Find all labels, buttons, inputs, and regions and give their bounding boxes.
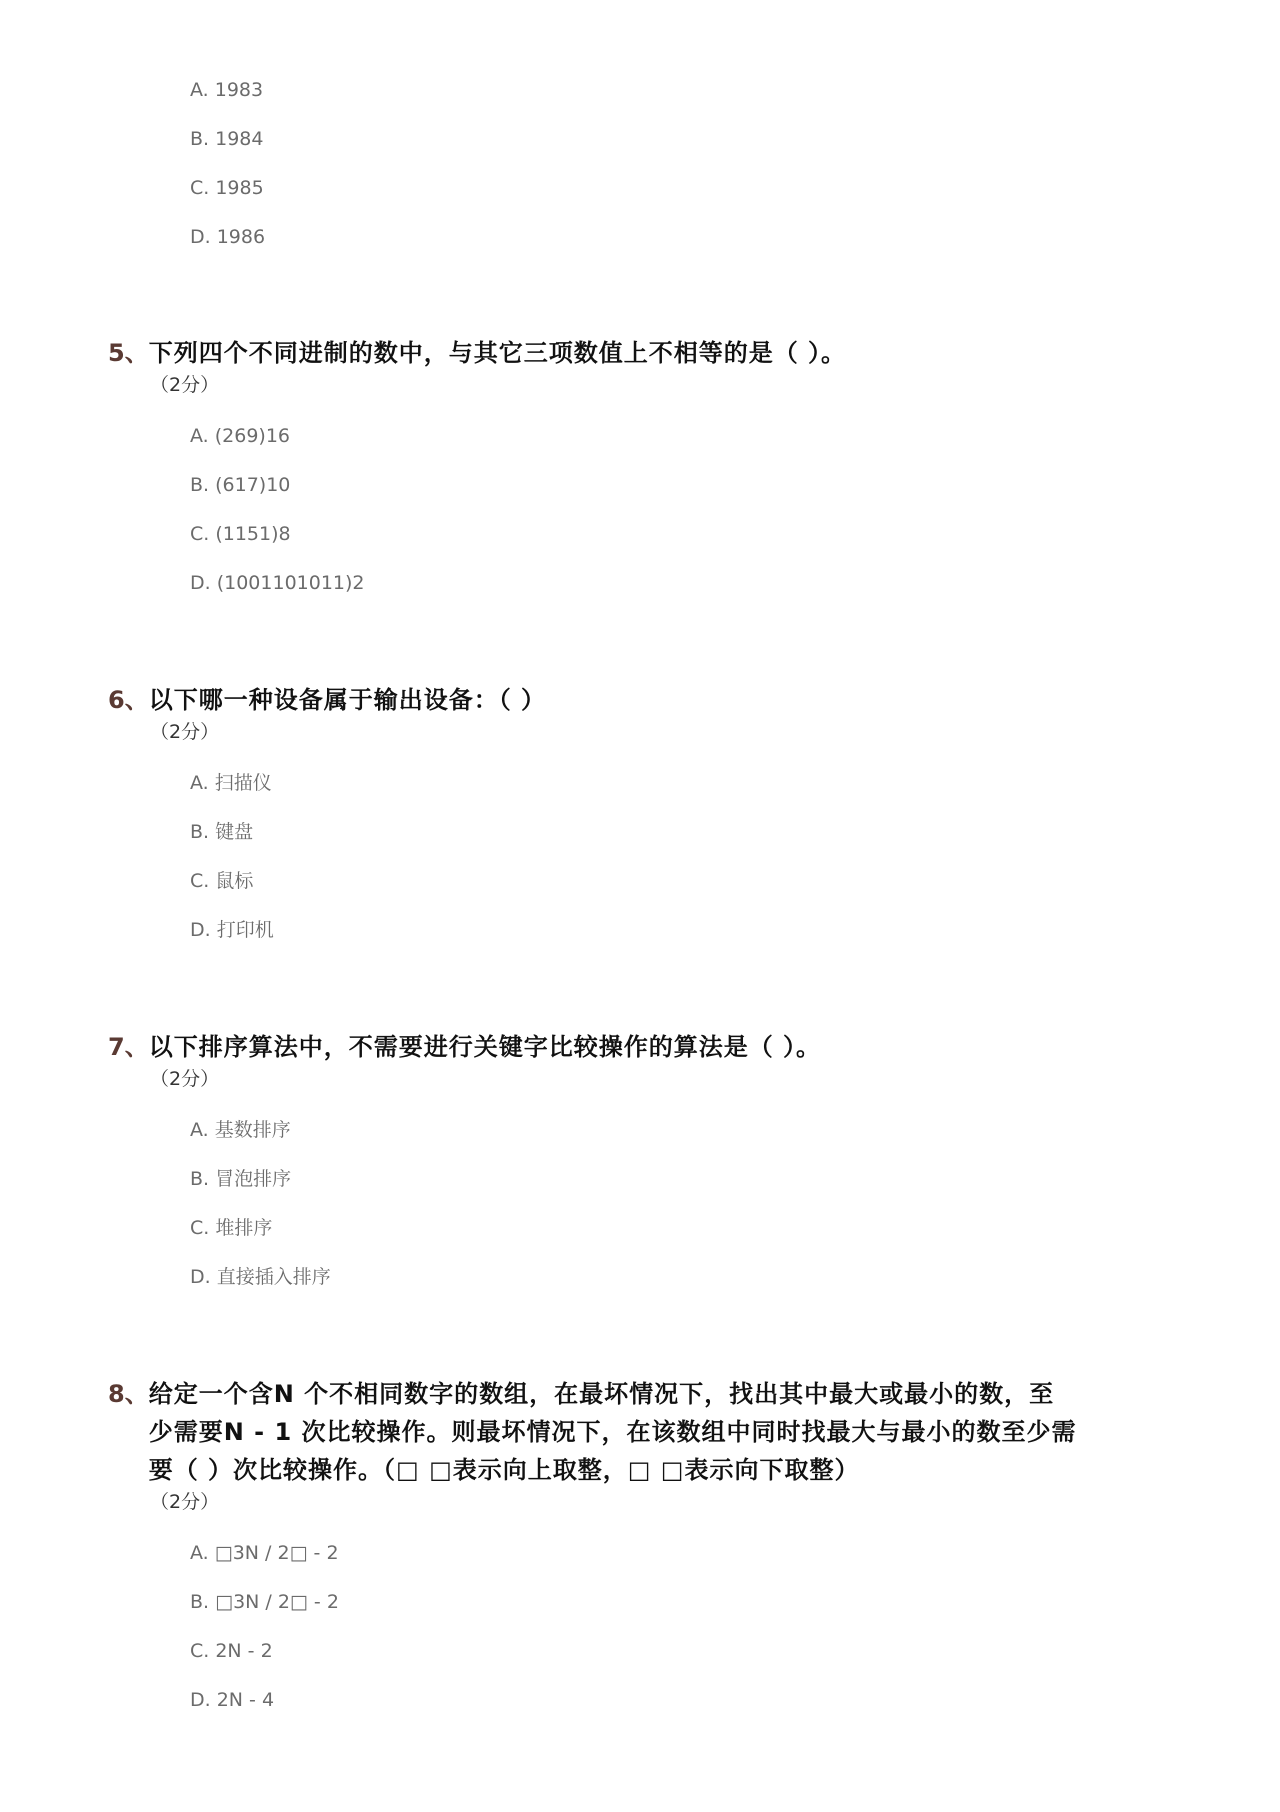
question-text: 以下哪一种设备属于输出设备：（ ） — [148, 686, 547, 714]
question-score: （2分） — [150, 721, 220, 743]
option-d[interactable]: D. (1001101011)2 — [190, 572, 365, 594]
option-d[interactable]: D. 1986 — [190, 226, 266, 248]
option-a[interactable]: A. 基数排序 — [190, 1119, 291, 1141]
question-number: 6、 — [108, 686, 149, 714]
question-8 — [108, 1375, 1149, 1737]
question-text: 给定一个含N 个不相同数字的数组，在最坏情况下，找出其中最大或最小的数，至 少需要N - 1 次比较操作。则最坏情况下，在该数组中同时找最大与最小的数至少需 要（ ）次比较操作。（□ □表示向上取整，□ □表示向下取整） — [148, 1380, 1077, 1484]
question-header — [108, 1028, 1149, 1066]
option-b[interactable]: B. 冒泡排序 — [190, 1168, 292, 1190]
question-number: 7、 — [108, 1033, 149, 1061]
question-header — [108, 1375, 1149, 1489]
question-score: （2分） — [150, 1491, 220, 1513]
option-b[interactable]: B. □3N / 2□ - 2 — [190, 1591, 339, 1613]
question-header — [108, 681, 1149, 719]
question-number: 5、 — [108, 339, 149, 367]
option-a[interactable]: A. (269)16 — [190, 425, 291, 447]
option-c[interactable]: C. 2N - 2 — [190, 1640, 273, 1662]
question-5 — [108, 334, 1149, 620]
option-d[interactable]: D. 2N - 4 — [190, 1689, 275, 1711]
option-c[interactable]: C. (1151)8 — [190, 523, 291, 545]
question-score: （2分） — [150, 374, 220, 396]
option-a[interactable]: A. 1983 — [190, 79, 264, 101]
option-c[interactable]: C. 1985 — [190, 177, 264, 199]
question-7 — [108, 1028, 1149, 1314]
option-d[interactable]: D. 打印机 — [190, 919, 274, 941]
question-number: 8、 — [108, 1380, 149, 1408]
previous-question-options — [190, 78, 265, 274]
option-c[interactable]: C. 鼠标 — [190, 870, 254, 892]
question-options — [190, 424, 1149, 595]
option-b[interactable]: B. 1984 — [190, 128, 264, 150]
option-a[interactable]: A. □3N / 2□ - 2 — [190, 1542, 339, 1564]
option-d[interactable]: D. 直接插入排序 — [190, 1266, 331, 1288]
option-c[interactable]: C. 堆排序 — [190, 1217, 273, 1239]
question-text: 下列四个不同进制的数中，与其它三项数值上不相等的是（ ）。 — [148, 339, 847, 367]
question-6 — [108, 681, 1149, 967]
question-options — [190, 1118, 1149, 1289]
question-header — [108, 334, 1149, 372]
question-options — [190, 771, 1149, 942]
option-b[interactable]: B. 键盘 — [190, 821, 254, 843]
question-options — [190, 1541, 1149, 1712]
option-b[interactable]: B. (617)10 — [190, 474, 291, 496]
question-score: （2分） — [150, 1068, 220, 1090]
question-text: 以下排序算法中，不需要进行关键字比较操作的算法是（ ）。 — [148, 1033, 822, 1061]
option-a[interactable]: A. 扫描仪 — [190, 772, 272, 794]
